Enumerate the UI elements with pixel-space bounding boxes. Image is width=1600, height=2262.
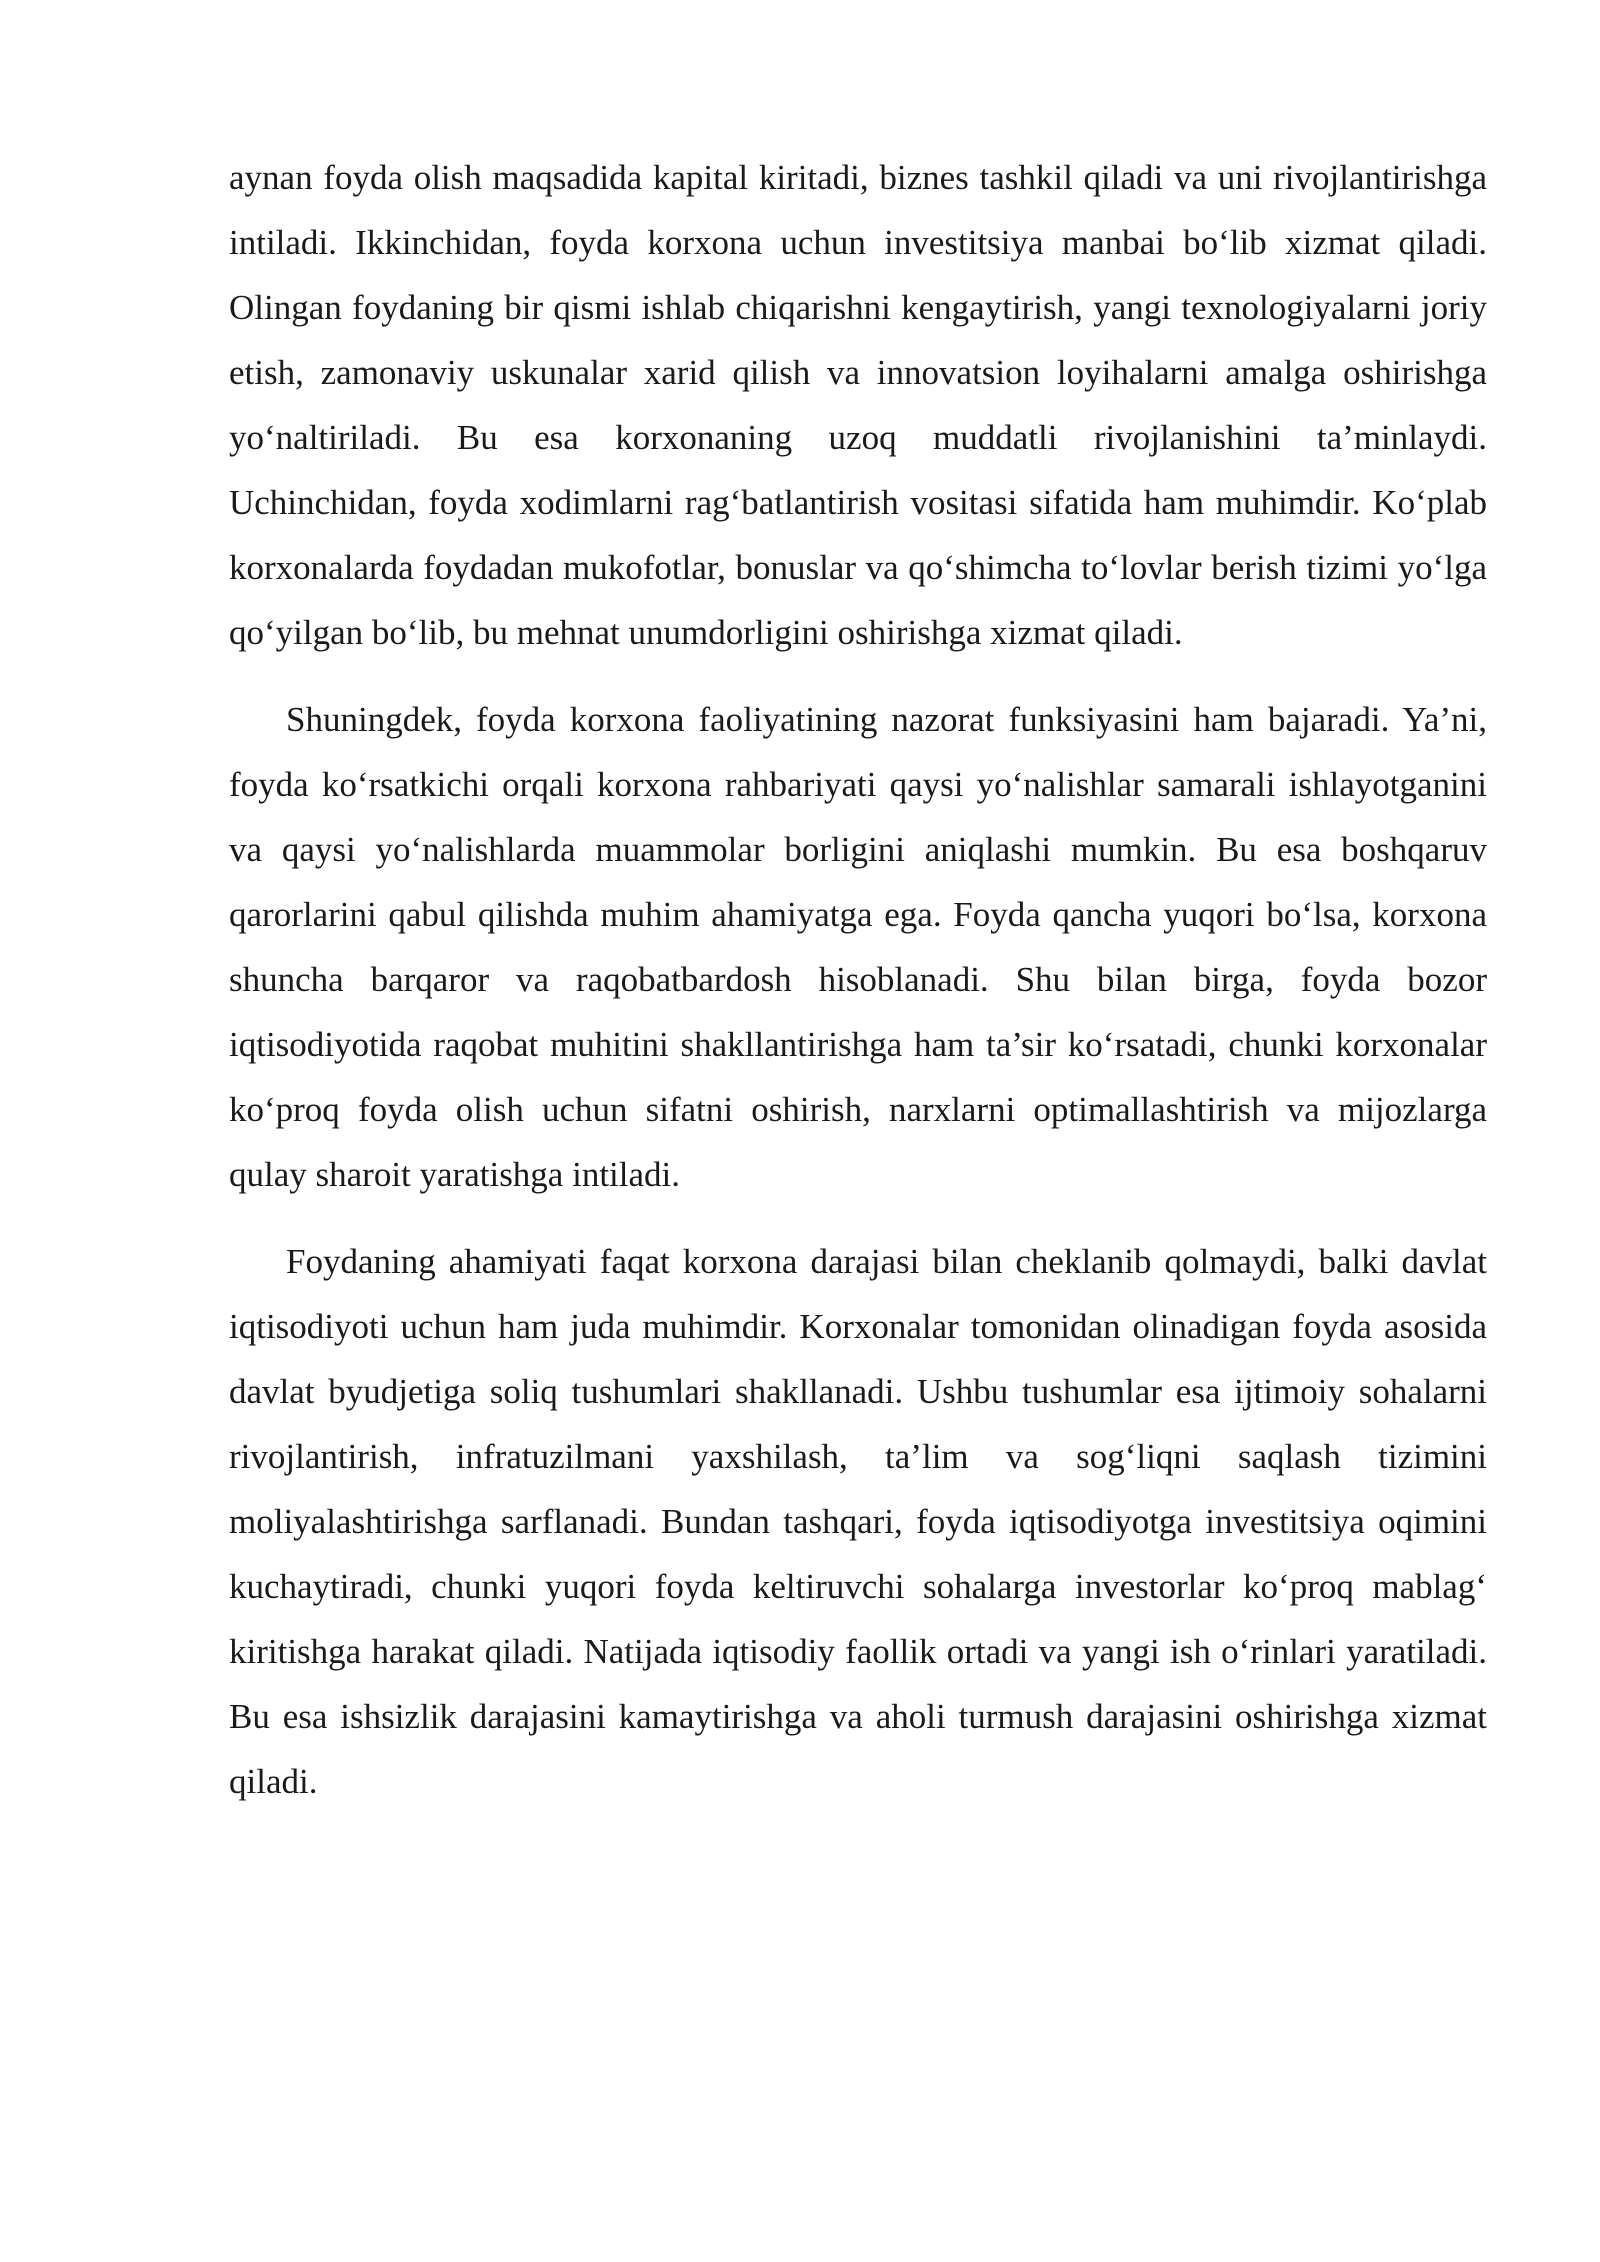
paragraph-continuation: aynan foyda olish maqsadida kapital kiritadi, biznes tashkil qiladi va uni rivojlantirishga intiladi. Ikkinchidan, foyda korxona uchun investitsiya manbai bo‘lib xizmat qiladi. Olingan foydaning bir qismi ishlab chiqarishni kengaytirish, yangi texnologiyalarni joriy etish, zamonaviy uskunalar xarid qilish va innovatsion loyihalarni amalga oshirishga yo‘naltiriladi. Bu esa korxonaning uzoq muddatli rivojlanishini ta’minlaydi. Uchinchidan, foyda xodimlarni rag‘batlantirish vositasi sifatida ham muhimdir. Ko‘plab korxonalarda foydadan mukofotlar, bonuslar va qo‘shimcha to‘lovlar berish tizimi yo‘lga qo‘yilgan bo‘lib, bu mehnat unumdorligini oshirishga xizmat qiladi. (229, 158, 1487, 652)
paragraph-control-function: Shuningdek, foyda korxona faoliyatining nazorat funksiyasini ham bajaradi. Ya’ni, foyda ko‘rsatkichi orqali korxona rahbariyati qaysi yo‘nalishlar samarali ishlayotganini va qaysi yo‘nalishlarda muammolar borligini aniqlashi mumkin. Bu esa boshqaruv qarorlarini qabul qilishda muhim ahamiyatga ega. Foyda qancha yuqori bo‘lsa, korxona shuncha barqaror va raqobatbardosh hisoblanadi. Shu bilan birga, foyda bozor iqtisodiyotida raqobat muhitini shakllantirishga ham ta’sir ko‘rsatadi, chunki korxonalar ko‘proq foyda olish uchun sifatni oshirish, narxlarni optimallashtirish va mijozlarga qulay sharoit yaratishga intiladi. (229, 700, 1487, 1194)
body-text (229, 145, 1487, 1836)
paragraph-state-economy: Foydaning ahamiyati faqat korxona darajasi bilan cheklanib qolmaydi, balki davlat iqtisodiyoti uchun ham juda muhimdir. Korxonalar tomonidan olinadigan foyda asosida davlat byudjetiga soliq tushumlari shakllanadi. Ushbu tushumlar esa ijtimoiy sohalarni rivojlantirish, infratuzilmani yaxshilash, ta’lim va sog‘liqni saqlash tizimini moliyalashtirishga sarflanadi. Bundan tashqari, foyda iqtisodiyotga investitsiya oqimini kuchaytiradi, chunki yuqori foyda keltiruvchi sohalarga investorlar ko‘proq mablag‘ kiritishga harakat qiladi. Natijada iqtisodiy faollik ortadi va yangi ish o‘rinlari yaratiladi. Bu esa ishsizlik darajasini kamaytirishga va aholi turmush darajasini oshirishga xizmat qiladi. (229, 1242, 1487, 1801)
